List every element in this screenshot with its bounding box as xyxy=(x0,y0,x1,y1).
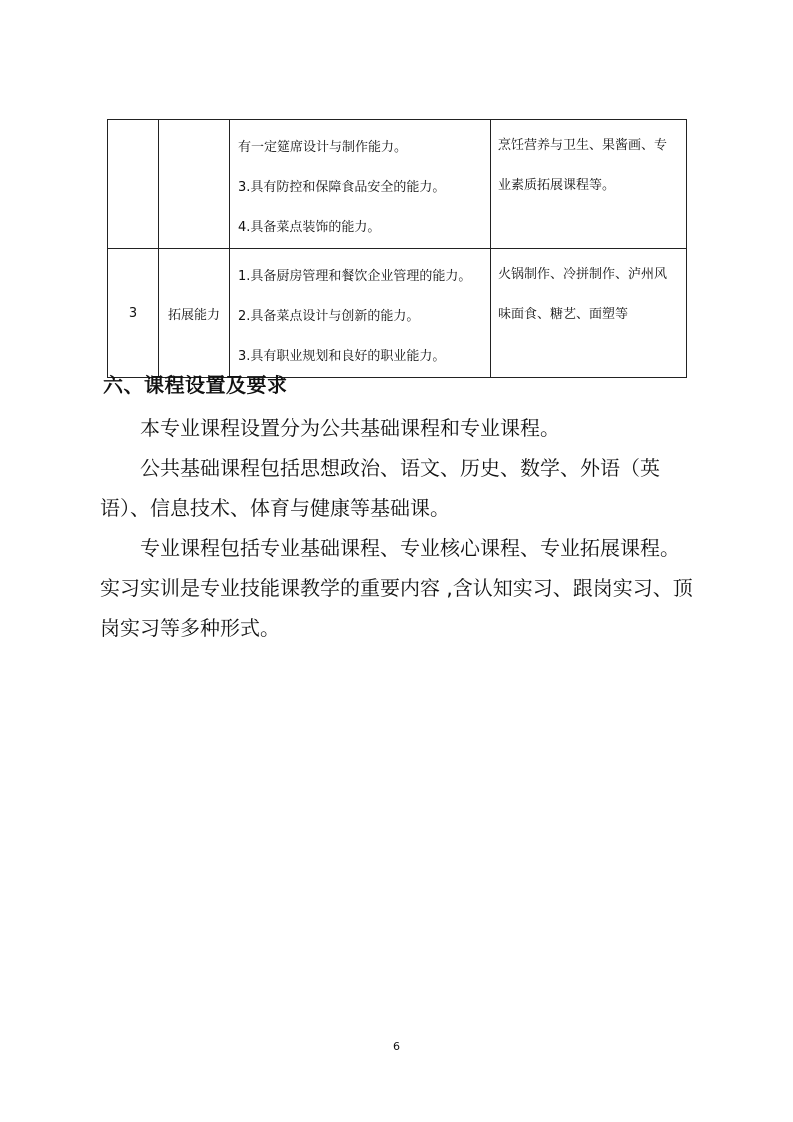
paragraph-text: 本专业课程设置分为公共基础课程和专业课程。 xyxy=(140,416,560,440)
requirement-line: 有一定筵席设计与制作能力。 xyxy=(238,140,408,155)
row-number-cell: 3 xyxy=(108,249,159,378)
course-line: 火锅制作、冷拼制作、泸州风 xyxy=(498,267,668,282)
paragraph-text: 公共基础课程包括思想政治、语文、历史、数学、外语（英语）、信息技术、体育与健康等基础课。 xyxy=(100,456,660,520)
requirement-line: 3.具有职业规划和良好的职业能力。 xyxy=(238,349,446,364)
requirement-line: 2.具备菜点设计与创新的能力。 xyxy=(238,309,420,324)
paragraph xyxy=(100,528,696,648)
requirement-line: 1.具备厨房管理和餐饮企业管理的能力。 xyxy=(238,269,472,284)
courses-cell xyxy=(491,249,687,378)
requirement-line: 4.具备菜点装饰的能力。 xyxy=(238,220,381,235)
ability-table xyxy=(107,119,687,378)
course-line: 烹饪营养与卫生、果酱画、专 xyxy=(498,138,668,153)
course-line: 业素质拓展课程等。 xyxy=(498,178,616,193)
requirements-cell xyxy=(230,120,491,249)
requirement-line: 3.具有防控和保障食品安全的能力。 xyxy=(238,180,446,195)
paragraph xyxy=(100,408,696,448)
paragraph xyxy=(100,448,696,528)
course-line: 味面食、糖艺、面塑等 xyxy=(498,307,629,322)
ability-name-cell xyxy=(159,120,230,249)
table-row xyxy=(108,249,687,378)
section-heading: 六、课程设置及要求 xyxy=(103,373,288,397)
row-number-cell xyxy=(108,120,159,249)
table-row xyxy=(108,120,687,249)
requirements-cell xyxy=(230,249,491,378)
paragraph-text: 专业课程包括专业基础课程、专业核心课程、专业拓展课程。实习实训是专业技能课教学的重要内容 ,含认知实习、跟岗实习、顶岗实习等多种形式。 xyxy=(100,536,693,640)
page-number: 6 xyxy=(393,1040,400,1053)
ability-name-cell: 拓展能力 xyxy=(159,249,230,378)
courses-cell xyxy=(491,120,687,249)
